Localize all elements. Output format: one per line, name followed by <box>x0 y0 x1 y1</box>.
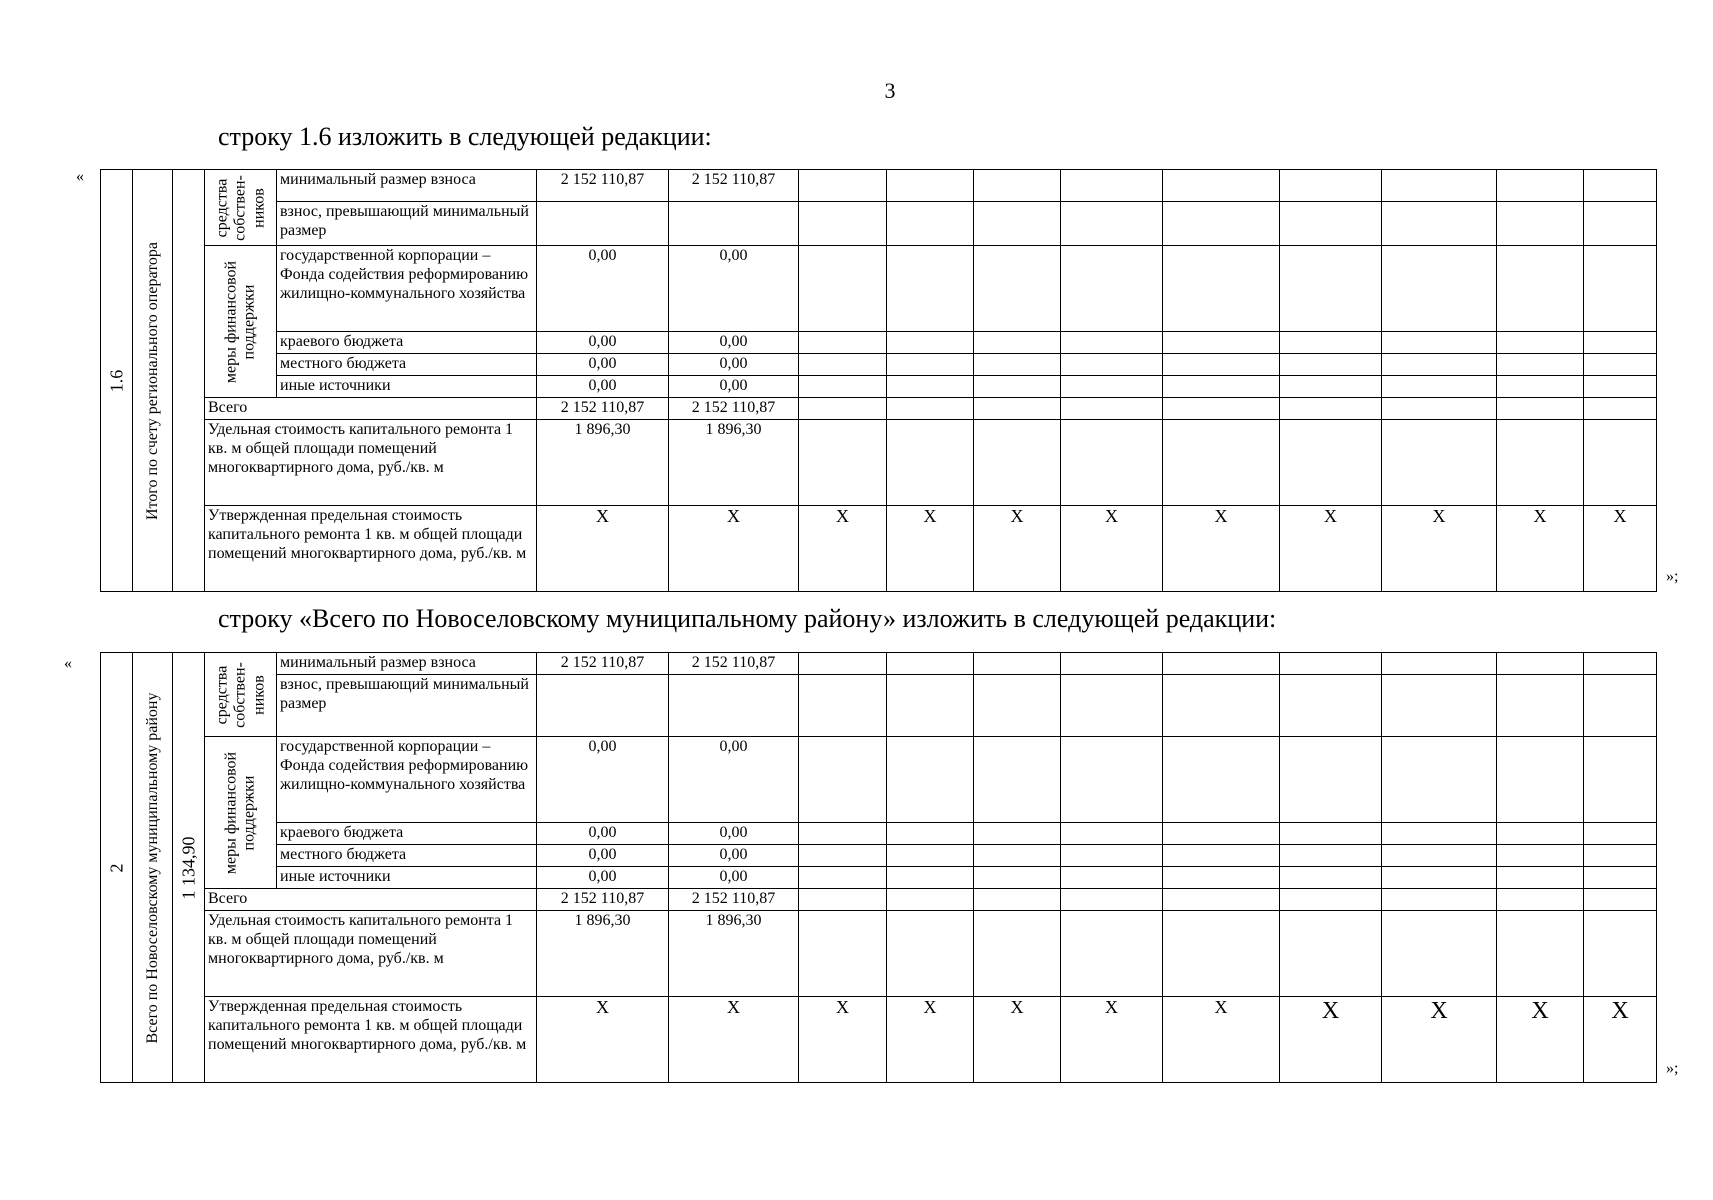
row-number: 2 <box>106 863 127 872</box>
value-cell: 0,00 <box>537 845 669 867</box>
x-cell: X <box>1497 997 1584 1083</box>
value-cell: 0,00 <box>669 332 799 354</box>
table-row <box>101 889 1657 911</box>
value-cell <box>537 675 669 737</box>
area-cell <box>173 653 205 1083</box>
row-label: Удельная стоимость капитального ремонта 1 кв. м общей площади помещений многоквартирного дома, руб./кв. м <box>205 420 537 506</box>
section1-table <box>100 169 1657 592</box>
row-label: минимальный размер взноса <box>277 170 537 202</box>
x-cell: X <box>1061 506 1163 592</box>
row-label: минимальный размер взноса <box>277 653 537 675</box>
value-cell: 2 152 110,87 <box>669 653 799 675</box>
x-cell: X <box>1382 506 1497 592</box>
x-cell: X <box>1382 997 1497 1083</box>
table-row <box>101 354 1657 376</box>
x-cell: X <box>1497 506 1584 592</box>
row-label: иные источники <box>277 867 537 889</box>
value-cell: 0,00 <box>669 246 799 332</box>
row-name-cell <box>133 653 173 1083</box>
value-cell: 1 896,30 <box>669 911 799 997</box>
row-label: Удельная стоимость капитального ремонта 1 кв. м общей площади помещений многоквартирного дома, руб./кв. м <box>205 911 537 997</box>
value-cell: 2 152 110,87 <box>669 889 799 911</box>
value-cell: 0,00 <box>537 332 669 354</box>
value-cell: 2 152 110,87 <box>537 170 669 202</box>
table-row <box>101 823 1657 845</box>
page-number: 3 <box>884 78 896 103</box>
x-cell: X <box>669 997 799 1083</box>
row-label: местного бюджета <box>277 845 537 867</box>
owners-funds-label: средства собствен-ников <box>212 661 267 728</box>
table-row <box>101 376 1657 398</box>
section2-quote-close: »; <box>1666 1060 1679 1077</box>
row-number-cell <box>101 170 133 592</box>
table-row <box>101 398 1657 420</box>
section1-heading: строку 1.6 изложить в следующей редакции: <box>218 122 712 151</box>
x-cell: X <box>799 997 887 1083</box>
x-cell: X <box>537 506 669 592</box>
value-cell <box>669 675 799 737</box>
x-cell: X <box>887 506 974 592</box>
x-cell: X <box>1584 997 1657 1083</box>
area-value: 1 134,90 <box>178 836 199 899</box>
table-row <box>101 202 1657 246</box>
value-cell: 2 152 110,87 <box>669 398 799 420</box>
row-label: государственной корпорации – Фонда содействия реформированию жилищно-коммунального хозяйства <box>277 737 537 823</box>
financial-support-label: меры финансовой поддержки <box>222 260 258 383</box>
row-label: Всего <box>205 889 537 911</box>
owners-funds-group <box>205 653 277 737</box>
row-label: Всего <box>205 398 537 420</box>
table-row <box>101 997 1657 1083</box>
value-cell: 1 896,30 <box>537 911 669 997</box>
value-cell: 0,00 <box>537 376 669 398</box>
table-row <box>101 867 1657 889</box>
value-cell: 0,00 <box>537 823 669 845</box>
value-cell: 2 152 110,87 <box>537 653 669 675</box>
section1-quote-close: »; <box>1666 568 1679 585</box>
row-label: взнос, превышающий минимальный размер <box>277 675 537 737</box>
section2-heading: строку «Всего по Новоселовскому муниципальному району» изложить в следующей редакции: <box>218 604 1277 633</box>
table-row <box>101 911 1657 997</box>
table-row <box>101 653 1657 675</box>
owners-funds-label: средства собствен-ников <box>212 174 267 241</box>
value-cell: 0,00 <box>669 376 799 398</box>
x-cell: X <box>1584 506 1657 592</box>
value-cell: 0,00 <box>537 867 669 889</box>
x-cell: X <box>887 997 974 1083</box>
value-cell: 2 152 110,87 <box>537 889 669 911</box>
row-label: местного бюджета <box>277 354 537 376</box>
x-cell: X <box>799 506 887 592</box>
row-number: 1.6 <box>106 369 127 392</box>
value-cell: 1 896,30 <box>537 420 669 506</box>
value-cell: 0,00 <box>537 246 669 332</box>
financial-support-label: меры финансовой поддержки <box>222 751 258 874</box>
value-cell: 0,00 <box>669 354 799 376</box>
section2-quote-open: « <box>64 655 72 672</box>
value-cell: 0,00 <box>537 737 669 823</box>
value-cell <box>537 202 669 246</box>
owners-funds-group <box>205 170 277 246</box>
x-cell: X <box>669 506 799 592</box>
row-label: Утвержденная предельная стоимость капитального ремонта 1 кв. м общей площади помещений многоквартирного дома, руб./кв. м <box>205 506 537 592</box>
section2-table <box>100 652 1657 1083</box>
x-cell: X <box>1061 997 1163 1083</box>
row-label: краевого бюджета <box>277 823 537 845</box>
row-name: Итого по счету регионального оператора <box>143 241 161 520</box>
x-cell: X <box>1163 997 1280 1083</box>
value-cell: 2 152 110,87 <box>669 170 799 202</box>
value-cell: 0,00 <box>669 737 799 823</box>
row-label: Утвержденная предельная стоимость капитального ремонта 1 кв. м общей площади помещений многоквартирного дома, руб./кв. м <box>205 997 537 1083</box>
table-row <box>101 506 1657 592</box>
table-row <box>101 420 1657 506</box>
value-cell: 2 152 110,87 <box>537 398 669 420</box>
table-row <box>101 246 1657 332</box>
table-row <box>101 737 1657 823</box>
value-cell: 1 896,30 <box>669 420 799 506</box>
row-name-cell <box>133 170 173 592</box>
row-label: краевого бюджета <box>277 332 537 354</box>
x-cell: X <box>1280 506 1382 592</box>
row-label: иные источники <box>277 376 537 398</box>
x-cell: X <box>974 997 1061 1083</box>
row-label: взнос, превышающий минимальный размер <box>277 202 537 246</box>
table-row <box>101 170 1657 202</box>
area-cell <box>173 170 205 592</box>
table-row <box>101 845 1657 867</box>
financial-support-group <box>205 737 277 889</box>
value-cell: 0,00 <box>669 823 799 845</box>
x-cell: X <box>1280 997 1382 1083</box>
financial-support-group <box>205 246 277 398</box>
value-cell: 0,00 <box>669 845 799 867</box>
x-cell: X <box>1163 506 1280 592</box>
x-cell: X <box>974 506 1061 592</box>
row-name: Всего по Новоселовскому муниципальному району <box>143 692 161 1043</box>
x-cell: X <box>537 997 669 1083</box>
table-row <box>101 332 1657 354</box>
row-number-cell <box>101 653 133 1083</box>
value-cell <box>669 202 799 246</box>
value-cell: 0,00 <box>669 867 799 889</box>
section1-quote-open: « <box>76 168 84 185</box>
row-label: государственной корпорации – Фонда содействия реформированию жилищно-коммунального хозяйства <box>277 246 537 332</box>
value-cell: 0,00 <box>537 354 669 376</box>
table-row <box>101 675 1657 737</box>
